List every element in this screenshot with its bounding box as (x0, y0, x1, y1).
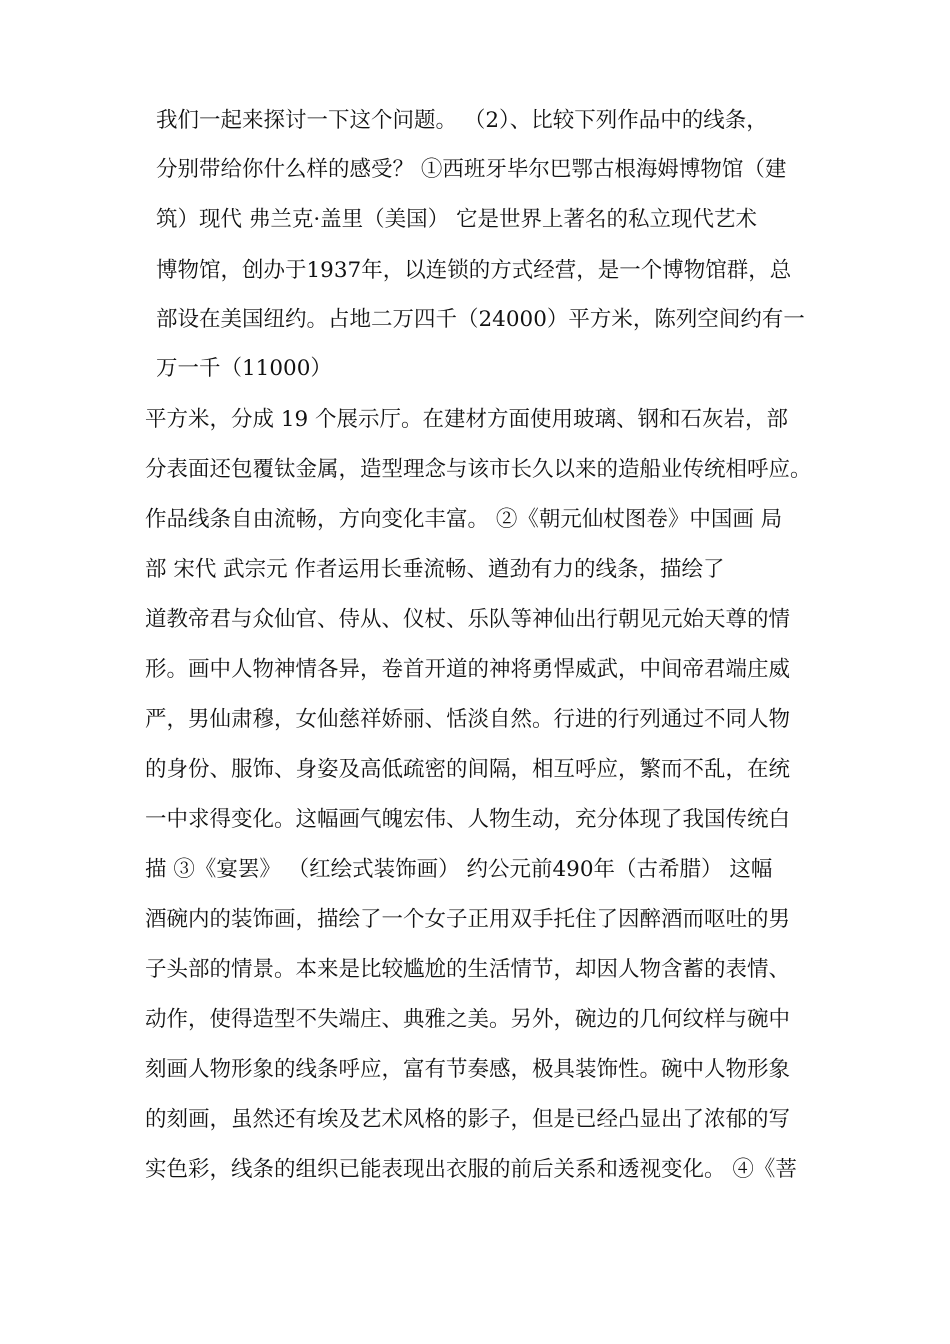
text-line: 万一千（11000） (156, 356, 332, 381)
text-line: 实色彩，线条的组织已能表现出衣服的前后关系和透视变化。 ④《菩 (145, 1157, 797, 1182)
text-line: 平方米，分成 19 个展示厅。在建材方面使用玻璃、钢和石灰岩，部 (145, 407, 789, 432)
text-line: 的身份、服饰、身姿及高低疏密的间隔，相互呼应，繁而不乱，在统 (145, 757, 791, 782)
text-line: 严，男仙肃穆，女仙慈祥娇丽、恬淡自然。行进的行列通过不同人物 (145, 707, 791, 732)
text-line: 描 ③《宴罢》 （红绘式装饰画） 约公元前490年（古希腊） 这幅 (145, 857, 773, 882)
text-line: 作品线条自由流畅，方向变化丰富。 ②《朝元仙杖图卷》中国画 局 (145, 507, 783, 532)
text-line: 分别带给你什么样的感受？ ①西班牙毕尔巴鄂古根海姆博物馆（建 (156, 157, 787, 182)
text-line: 我们一起来探讨一下这个问题。 （2）、比较下列作品中的线条， (156, 108, 768, 133)
text-line: 形。画中人物神情各异，卷首开道的神将勇悍威武，中间帝君端庄威 (145, 657, 791, 682)
text-line: 动作，使得造型不失端庄、典雅之美。另外，碗边的几何纹样与碗中 (145, 1007, 791, 1032)
text-line: 博物馆，创办于1937年，以连锁的方式经营，是一个博物馆群，总 (156, 258, 792, 283)
text-line: 部 宋代 武宗元 作者运用长垂流畅、遒劲有力的线条，描绘了 (145, 557, 725, 582)
text-line: 筑）现代 弗兰克·盖里（美国） 它是世界上著名的私立现代艺术 (156, 207, 758, 232)
text-line: 酒碗内的装饰画，描绘了一个女子正用双手托住了因醉酒而呕吐的男 (145, 907, 791, 932)
text-line: 子头部的情景。本来是比较尴尬的生活情节，却因人物含蓄的表情、 (145, 957, 791, 982)
text-line: 的刻画，虽然还有埃及艺术风格的影子，但是已经凸显出了浓郁的写 (145, 1107, 791, 1132)
text-line: 道教帝君与众仙官、侍从、仪杖、乐队等神仙出行朝见元始天尊的情 (145, 607, 791, 632)
text-line: 刻画人物形象的线条呼应，富有节奏感，极具装饰性。碗中人物形象 (145, 1057, 791, 1082)
text-line: 部设在美国纽约。占地二万四千（24000）平方米，陈列空间约有一 (156, 307, 805, 332)
text-line: 分表面还包覆钛金属，造型理念与该市长久以来的造船业传统相呼应。 (145, 457, 812, 482)
text-line: 一中求得变化。这幅画气魄宏伟、人物生动，充分体现了我国传统白 (145, 807, 791, 832)
